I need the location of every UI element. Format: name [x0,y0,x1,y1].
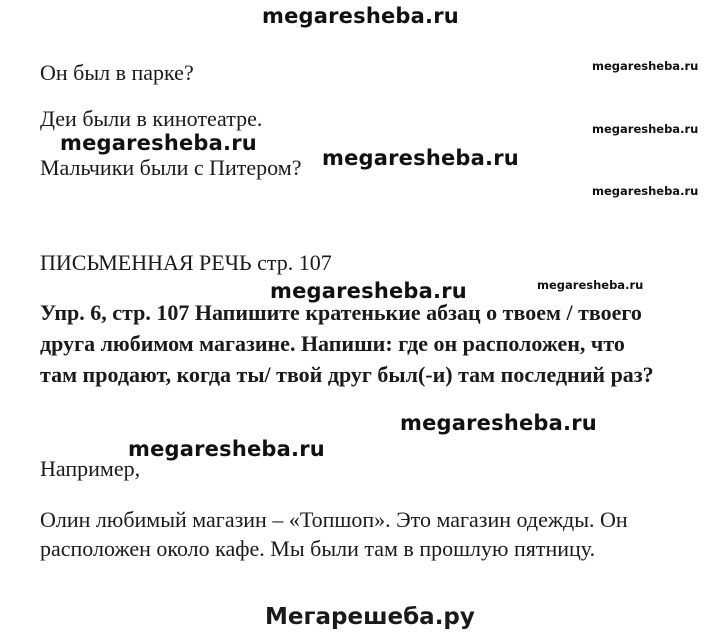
section-heading: ПИСЬМЕННАЯ РЕЧЬ стр. 107 [40,250,332,275]
task-line-2: друга любимом магазине. Напиши: где он расположен, что [40,331,625,356]
task-line-1: Упр. 6, стр. 107 Напишите кратенькие абзац о твоем / твоего [40,300,642,325]
example-label: Например, [40,456,141,481]
watermark-big: megaresheba.ru [270,279,467,303]
watermark-small: megaresheba.ru [592,59,699,73]
answer-line-1: Олин любимый магазин – «Топшоп». Это магазин одежды. Он [40,507,628,532]
watermark-big: megaresheba.ru [128,437,325,461]
line-cinema: Деи были в кинотеатре. [40,106,263,131]
watermark-top: megaresheba.ru [262,4,459,28]
watermark-small: megaresheba.ru [592,184,699,198]
watermark-small: megaresheba.ru [592,122,699,136]
line-park: Он был в парке? [40,60,194,85]
footer-brand: Мегарешеба.ру [265,604,475,630]
watermark-big: megaresheba.ru [322,146,519,170]
line-peter: Мальчики были с Питером? [40,155,302,180]
answer-line-2: расположен около кафе. Мы были там в прошлую пятницу. [40,536,596,561]
watermark-big: megaresheba.ru [60,131,257,155]
watermark-small: megaresheba.ru [537,278,644,292]
task-line-3: там продают, когда ты/ твой друг был(-и) там последний раз? [40,362,654,387]
watermark-big: megaresheba.ru [400,411,597,435]
